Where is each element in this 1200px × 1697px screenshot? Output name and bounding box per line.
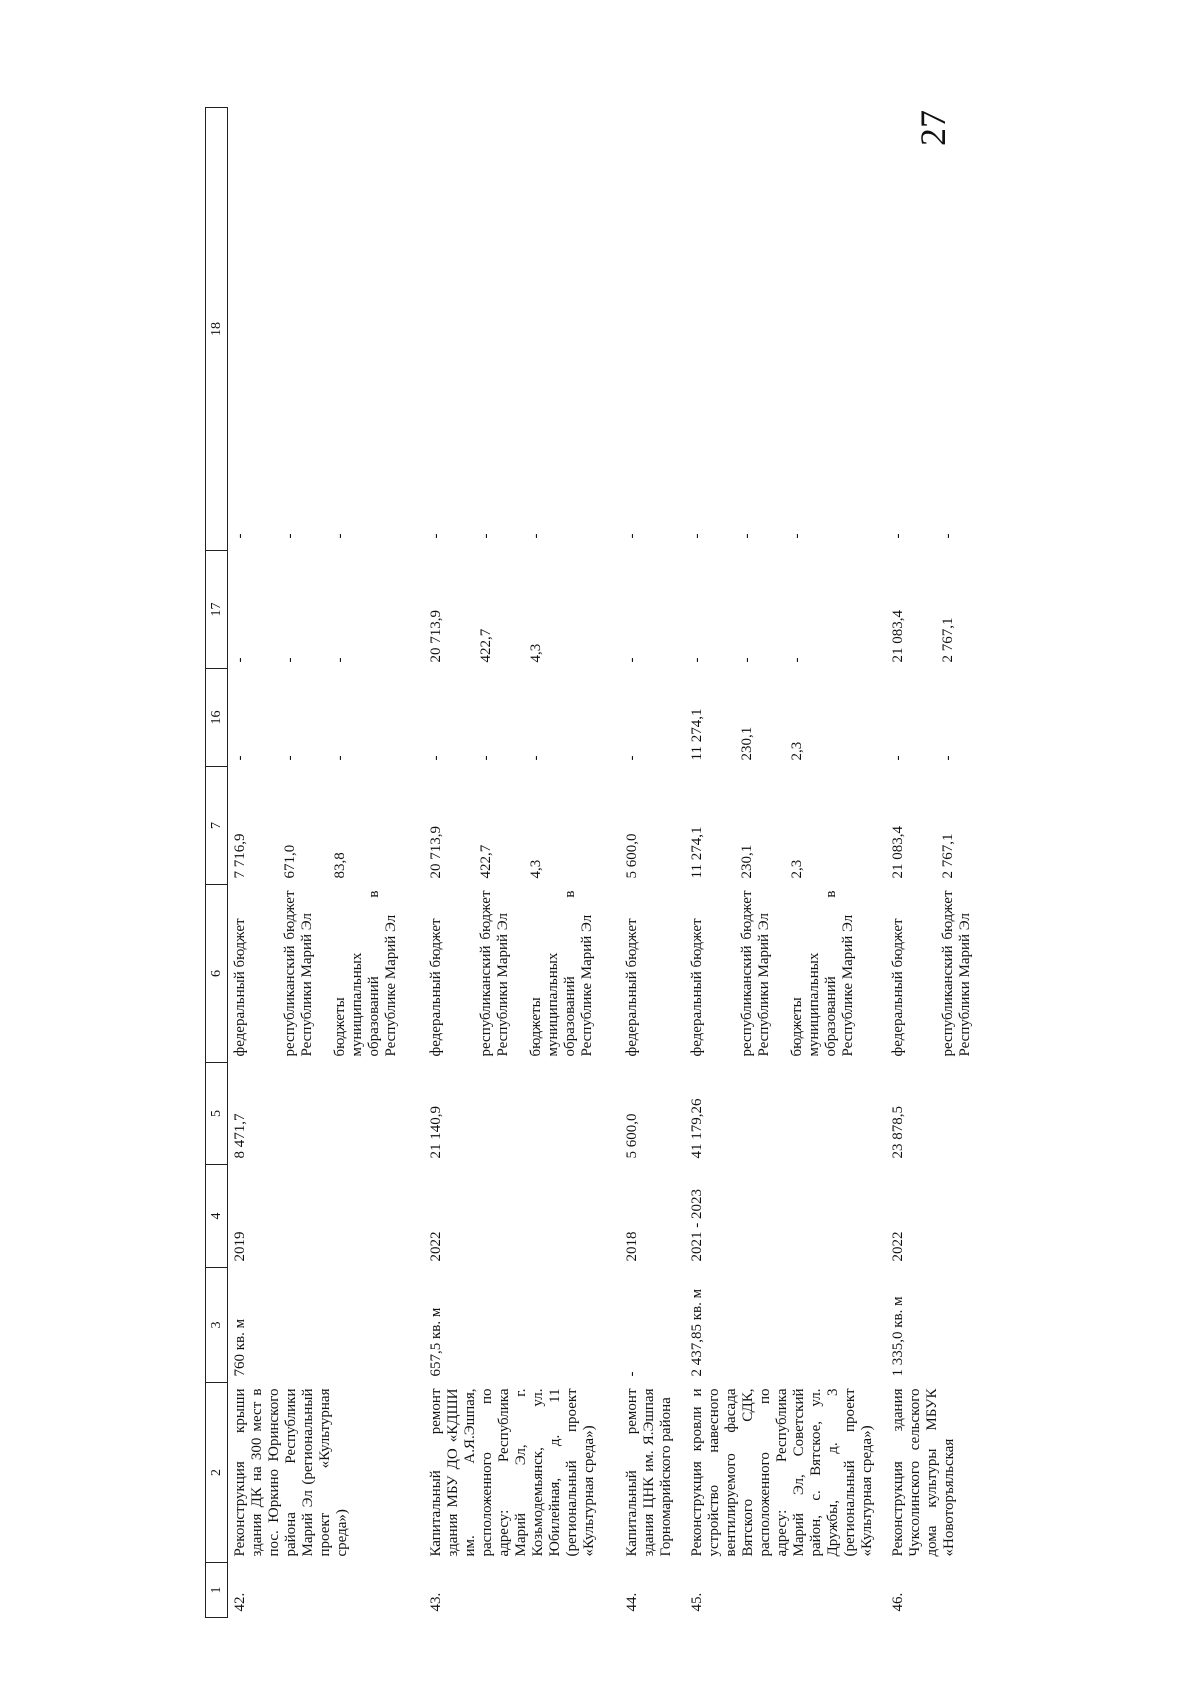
value-col16: - — [282, 755, 298, 761]
col-header: 6 — [205, 885, 228, 1063]
value-col16-cell — [685, 669, 886, 767]
row-number: 43. — [428, 1592, 444, 1612]
value-col16-cell — [620, 669, 685, 767]
value-col7: 422,7 — [478, 844, 494, 879]
funding-source: бюджеты муниципальных образований в Республике Марий Эл — [528, 890, 595, 1057]
object-year: 2022 — [428, 1231, 444, 1262]
value-col17: - — [332, 657, 348, 663]
rotated-table-block — [205, 108, 995, 1618]
funding-source: федеральный бюджет — [890, 918, 906, 1057]
value-col16: 230,1 — [739, 726, 755, 761]
value-col17: 20 713,9 — [428, 610, 444, 663]
col-header: 16 — [205, 669, 228, 767]
value-col16: - — [478, 755, 494, 761]
total-cost: 8 471,7 — [232, 1113, 248, 1159]
table-row — [685, 108, 886, 1618]
col-header: 4 — [205, 1165, 228, 1268]
value-col7: 5 600,0 — [624, 833, 640, 879]
object-name: Капитальный ремонт здания ЦНК им. Я.Эшпая Горномарийского района — [624, 1388, 674, 1557]
table-body — [228, 108, 1001, 1618]
table-row — [228, 108, 425, 1618]
object-year: 2021 - 2023 — [689, 1189, 705, 1262]
value-col18: - — [528, 533, 544, 539]
value-col17: - — [232, 657, 248, 663]
value-col18: - — [739, 533, 755, 539]
value-col17-cell — [886, 551, 1000, 669]
value-col17: - — [624, 657, 640, 663]
value-col18-cell — [424, 108, 620, 551]
value-col18: - — [940, 533, 956, 539]
total-cost: 41 179,26 — [689, 1098, 705, 1159]
col-header: 5 — [205, 1063, 228, 1165]
value-col17: 4,3 — [528, 643, 544, 663]
total-cost: 21 140,9 — [428, 1106, 444, 1159]
object-area: - — [624, 1371, 640, 1377]
object-name: Капитальный ремонт здания МБУ ДО «КДШИ им. А.Я.Эшпая, расположенного по адресу: Республика Марий Эл, г. Козьмодемьянск, ул. Юбилейная, д. 11 (региональный проект «Культурная среда») — [428, 1388, 597, 1557]
table-row — [424, 108, 620, 1618]
value-col7: 11 274,1 — [689, 826, 705, 879]
value-col16: - — [940, 755, 956, 761]
value-col7: 4,3 — [528, 859, 544, 879]
object-name: Реконструкция здания Чуксолинского сельского дома культуры МБУК «Новоторъяльская — [890, 1388, 957, 1557]
value-col7-cell — [685, 767, 886, 885]
value-col7: 21 083,4 — [890, 826, 906, 879]
value-col18-cell — [620, 108, 685, 551]
value-col7-cell — [424, 767, 620, 885]
col-header: 3 — [205, 1268, 228, 1383]
value-col7-cell — [620, 767, 685, 885]
value-col7: 230,1 — [739, 844, 755, 879]
value-col7-cell — [228, 767, 425, 885]
value-col18: - — [890, 533, 906, 539]
object-area: 760 кв. м — [232, 1318, 248, 1377]
funding-source: федеральный бюджет — [689, 918, 705, 1057]
total-cost: 23 878,5 — [890, 1106, 906, 1159]
value-col16-cell — [424, 669, 620, 767]
value-col17: - — [689, 657, 705, 663]
col-header: 1 — [205, 1563, 228, 1618]
value-col17-cell — [228, 551, 425, 669]
value-col7: 2,3 — [789, 859, 805, 879]
funding-source-cell — [685, 885, 886, 1063]
value-col17-cell — [685, 551, 886, 669]
row-number: 42. — [232, 1592, 248, 1612]
value-col18-cell — [685, 108, 886, 551]
value-col18: - — [282, 533, 298, 539]
object-area: 657,5 кв. м — [428, 1307, 444, 1377]
col-header: 18 — [205, 108, 228, 551]
total-cost: 5 600,0 — [624, 1113, 640, 1159]
value-col18: - — [789, 533, 805, 539]
page-number: 27 — [913, 110, 953, 146]
value-col17: - — [282, 657, 298, 663]
funding-source: республиканский бюджет Республики Марий Эл — [282, 890, 315, 1057]
col-header: 2 — [205, 1383, 228, 1563]
header-row — [205, 108, 228, 1618]
object-name: Реконструкция крыши здания ДК на 300 мест в пос. Юркино Юринского района Республики Марий Эл (региональный проект «Культурная среда») — [232, 1388, 350, 1557]
funding-source: республиканский бюджет Республики Марий Эл — [739, 890, 772, 1057]
funding-source-cell — [228, 885, 425, 1063]
col-header: 17 — [205, 551, 228, 669]
object-name: Реконструкция кровли и устройство навесного вентилируемого фасада Вятского СДК, расположенного по адресу: Республика Марий Эл, Советский район, с. Вятское, ул. Дружбы, д. 3 (региональный проект «Культурная среда») — [689, 1388, 875, 1557]
value-col18: - — [478, 533, 494, 539]
funding-source: бюджеты муниципальных образований в Республике Марий Эл — [789, 890, 856, 1057]
funding-source-cell — [620, 885, 685, 1063]
value-col16-cell — [228, 669, 425, 767]
value-col16: - — [624, 755, 640, 761]
row-number: 44. — [624, 1592, 640, 1612]
value-col18-cell — [886, 108, 1000, 551]
funding-source: федеральный бюджет — [232, 918, 248, 1057]
table-row — [620, 108, 685, 1618]
col-header: 7 — [205, 767, 228, 885]
table-row — [886, 108, 1000, 1618]
value-col17: 2 767,1 — [940, 617, 956, 663]
value-col16: - — [890, 755, 906, 761]
value-col7: 20 713,9 — [428, 826, 444, 879]
funding-source: республиканский бюджет Республики Марий Эл — [940, 890, 973, 1057]
table-top-line — [205, 108, 206, 1618]
value-col7: 83,8 — [332, 852, 348, 879]
value-col17: 422,7 — [478, 628, 494, 663]
object-year: 2019 — [232, 1231, 248, 1262]
funding-source: бюджеты муниципальных образований в Республике Марий Эл — [332, 890, 399, 1057]
value-col17: 21 083,4 — [890, 610, 906, 663]
value-col18: - — [689, 533, 705, 539]
value-col18: - — [624, 533, 640, 539]
funding-source-cell — [886, 885, 1000, 1063]
value-col7: 2 767,1 — [940, 833, 956, 879]
value-col17-cell — [620, 551, 685, 669]
value-col16: - — [332, 755, 348, 761]
funding-source-cell — [424, 885, 620, 1063]
value-col7: 7 716,9 — [232, 833, 248, 879]
value-col16: - — [232, 755, 248, 761]
funding-source: федеральный бюджет — [428, 918, 444, 1057]
funding-source: федеральный бюджет — [624, 918, 640, 1057]
row-number: 46. — [890, 1592, 906, 1612]
object-area: 2 437,85 кв. м — [689, 1288, 705, 1377]
row-number: 45. — [689, 1592, 705, 1612]
value-col16: 2,3 — [789, 741, 805, 761]
object-year: 2018 — [624, 1231, 640, 1262]
value-col18-cell — [228, 108, 425, 551]
value-col16: - — [528, 755, 544, 761]
value-col18: - — [428, 533, 444, 539]
value-col7-cell — [886, 767, 1000, 885]
value-col18: - — [332, 533, 348, 539]
value-col18: - — [232, 533, 248, 539]
object-year: 2022 — [890, 1231, 906, 1262]
value-col16: 11 274,1 — [689, 708, 705, 761]
investment-table — [205, 107, 1000, 1618]
value-col17-cell — [424, 551, 620, 669]
object-area: 1 335,0 кв. м — [890, 1296, 906, 1377]
value-col17: - — [789, 657, 805, 663]
value-col16: - — [428, 755, 444, 761]
funding-source: республиканский бюджет Республики Марий Эл — [478, 890, 511, 1057]
value-col16-cell — [886, 669, 1000, 767]
value-col7: 671,0 — [282, 844, 298, 879]
value-col17: - — [739, 657, 755, 663]
